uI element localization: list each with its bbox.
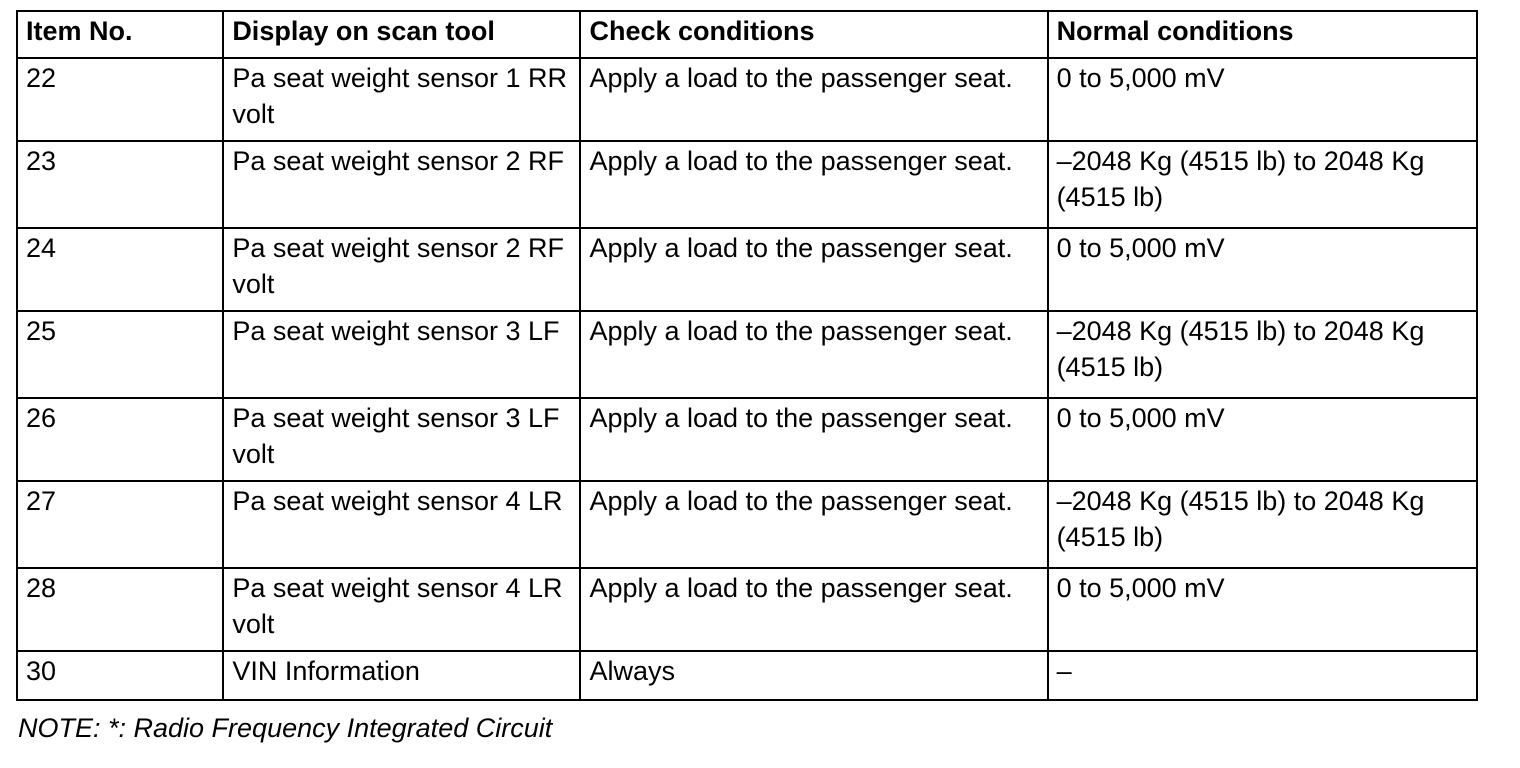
scan-tool-data-table	[16, 10, 1478, 701]
cell-display: Pa seat weight sensor 3 LF	[223, 311, 580, 398]
table-row	[17, 398, 1477, 481]
table-row	[17, 568, 1477, 651]
table-row	[17, 311, 1477, 398]
cell-item-no: 25	[17, 311, 223, 398]
cell-normal-conditions: 0 to 5,000 mV	[1048, 568, 1477, 651]
cell-display: VIN Information	[223, 651, 580, 700]
cell-check-conditions: Always	[580, 651, 1047, 700]
cell-normal-conditions: 0 to 5,000 mV	[1048, 228, 1477, 311]
cell-display: Pa seat weight sensor 1 RR volt	[223, 58, 580, 141]
header-display-on-scan-tool: Display on scan tool	[223, 11, 580, 58]
cell-display: Pa seat weight sensor 2 RF	[223, 141, 580, 228]
cell-check-conditions: Apply a load to the passenger seat.	[580, 58, 1047, 141]
cell-check-conditions: Apply a load to the passenger seat.	[580, 141, 1047, 228]
cell-display: Pa seat weight sensor 2 RF volt	[223, 228, 580, 311]
cell-normal-conditions: 0 to 5,000 mV	[1048, 58, 1477, 141]
cell-display: Pa seat weight sensor 3 LF volt	[223, 398, 580, 481]
cell-item-no: 26	[17, 398, 223, 481]
cell-check-conditions: Apply a load to the passenger seat.	[580, 398, 1047, 481]
cell-normal-conditions: 0 to 5,000 mV	[1048, 398, 1477, 481]
table-row	[17, 228, 1477, 311]
cell-normal-conditions: –2048 Kg (4515 lb) to 2048 Kg (4515 lb)	[1048, 141, 1477, 228]
cell-item-no: 28	[17, 568, 223, 651]
footnote: NOTE: *: Radio Frequency Integrated Circuit	[18, 713, 553, 743]
table-row	[17, 141, 1477, 228]
table-row	[17, 58, 1477, 141]
cell-item-no: 23	[17, 141, 223, 228]
cell-check-conditions: Apply a load to the passenger seat.	[580, 228, 1047, 311]
cell-display: Pa seat weight sensor 4 LR volt	[223, 568, 580, 651]
header-item-no: Item No.	[17, 11, 223, 58]
cell-item-no: 24	[17, 228, 223, 311]
table-row	[17, 481, 1477, 568]
cell-item-no: 27	[17, 481, 223, 568]
header-normal-conditions: Normal conditions	[1048, 11, 1477, 58]
cell-check-conditions: Apply a load to the passenger seat.	[580, 311, 1047, 398]
cell-normal-conditions: –2048 Kg (4515 lb) to 2048 Kg (4515 lb)	[1048, 481, 1477, 568]
table-row	[17, 651, 1477, 700]
table-header-row	[17, 11, 1477, 58]
header-check-conditions: Check conditions	[580, 11, 1047, 58]
cell-check-conditions: Apply a load to the passenger seat.	[580, 481, 1047, 568]
cell-item-no: 30	[17, 651, 223, 700]
cell-normal-conditions: –	[1048, 651, 1477, 700]
cell-display: Pa seat weight sensor 4 LR	[223, 481, 580, 568]
cell-normal-conditions: –2048 Kg (4515 lb) to 2048 Kg (4515 lb)	[1048, 311, 1477, 398]
cell-item-no: 22	[17, 58, 223, 141]
cell-check-conditions: Apply a load to the passenger seat.	[580, 568, 1047, 651]
